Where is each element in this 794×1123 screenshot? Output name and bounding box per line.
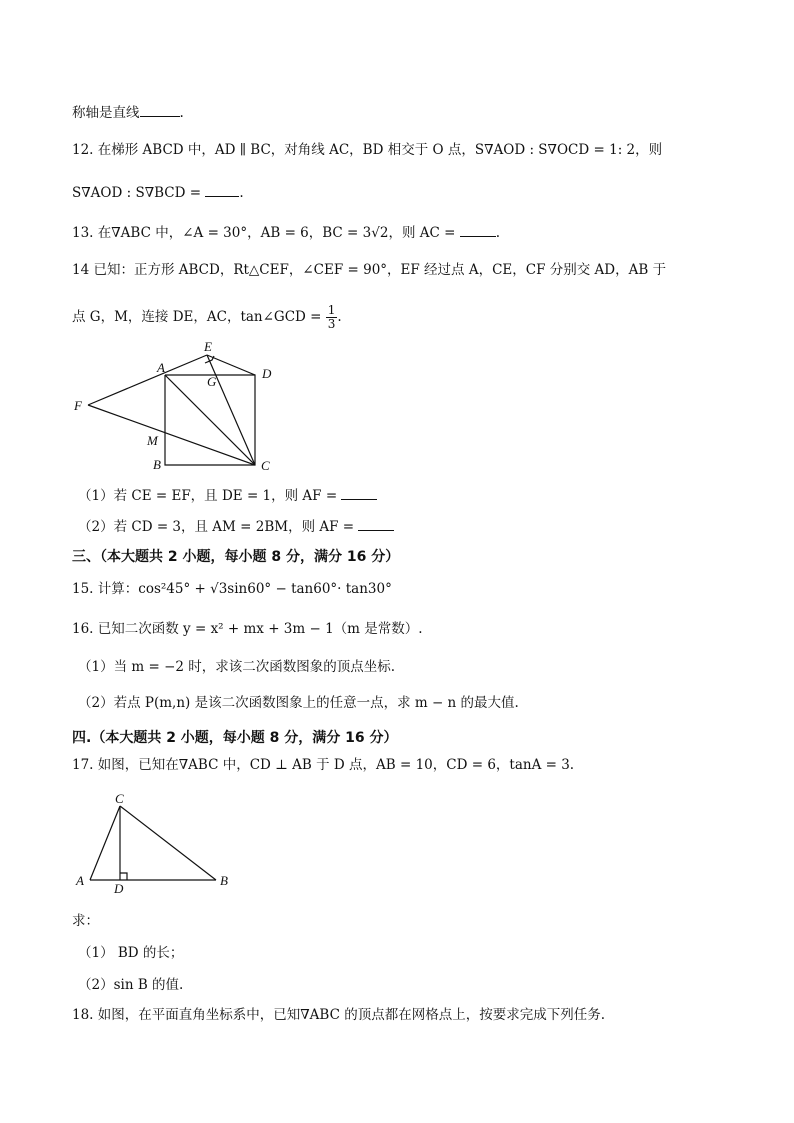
q11-tail-text: 称轴是直线 [72,105,140,121]
q17-part1: （1） BD 的长； [78,945,184,961]
q14-line1: 14 已知：正方形 ABCD，Rt△CEF，∠CEF = 90°，EF 经过点 A，CE，CF 分别交 AD，AB 于 [72,262,667,278]
label-f: F [74,398,82,413]
q12-line2-text: S∇AOD : S∇BCD = [72,185,206,201]
label-a: A [157,360,165,375]
q18-line: 18. 如图，在平面直角坐标系中，已知∇ABC 的顶点都在网格点上，按要求完成下列任务. [72,1007,606,1023]
label-e: E [204,339,212,354]
label-b: B [153,457,161,472]
q14-part1-text: （1）若 CE = EF，且 DE = 1，则 AF = [78,488,342,504]
q14-line2 [72,304,342,331]
segment-cb [120,806,216,880]
right-angle-d [120,873,127,880]
q16-part1: （1）当 m = −2 时，求该二次函数图象的顶点坐标. [78,659,396,675]
q14-part2 [78,518,394,536]
q13-text: 13. 在∇ABC 中，∠A = 30°，AB = 6，BC = 3√2，则 AC = [72,225,460,241]
q14-line2-end: . [337,309,342,325]
segment-ac [90,806,120,880]
q14-frac-numerator: 1 [327,303,336,317]
q13-line [72,224,500,242]
q14-geometry-figure [65,338,295,478]
q14-line2-text: 点 G，M，连接 DE，AC，tan∠GCD = [72,309,326,325]
q15-line: 15. 计算：cos²45° + √3sin60° − tan60°· tan30° [72,581,392,597]
q12-line2 [72,184,244,202]
q14-fraction [326,304,338,331]
q14-part1 [78,487,377,505]
label-c: C [261,458,270,473]
q17-part2: （2）sin B 的值. [78,977,184,993]
q16-part2: （2）若点 P(m,n) 是该二次函数图象上的任意一点，求 m − n 的最大值. [78,695,519,711]
segment-fc [88,405,255,465]
q13-answer-blank [460,224,496,237]
q16-line: 16. 已知二次函数 y = x² + mx + 3m − 1（m 是常数）. [72,621,423,637]
q14-part2-text: （2）若 CD = 3，且 AM = 2BM，则 AF = [78,519,359,535]
q14-part1-blank [341,487,377,500]
q17-ask: 求： [72,913,99,929]
segment-fe [88,355,207,405]
label-a: A [76,873,84,888]
label-c: C [115,791,124,806]
q14-part2-blank [358,518,394,531]
q11-answer-blank [140,104,180,117]
section3-heading: 三、（本大题共 2 小题，每小题 8 分，满分 16 分） [72,549,400,565]
label-b: B [220,873,228,888]
section4-heading: 四.（本大题共 2 小题，每小题 8 分，满分 16 分） [72,730,398,746]
q11-tail [72,104,184,122]
q17-triangle-figure [72,788,242,898]
q14-frac-denominator: 3 [327,317,336,331]
label-m: M [147,433,158,448]
q13-end: . [495,225,500,241]
label-d: D [114,881,124,896]
q12-end: . [239,185,244,201]
q12-line1: 12. 在梯形 ABCD 中，AD ∥ BC，对角线 AC，BD 相交于 O 点，S∇AOD : S∇OCD = 1: 2，则 [72,142,663,158]
q11-tail-end: . [179,105,184,121]
q17-line: 17. 如图，已知在∇ABC 中，CD ⊥ AB 于 D 点，AB = 10，CD = 6，tanA = 3. [72,757,575,773]
label-d: D [262,366,272,381]
q12-answer-blank [205,184,239,197]
label-g: G [207,374,217,389]
